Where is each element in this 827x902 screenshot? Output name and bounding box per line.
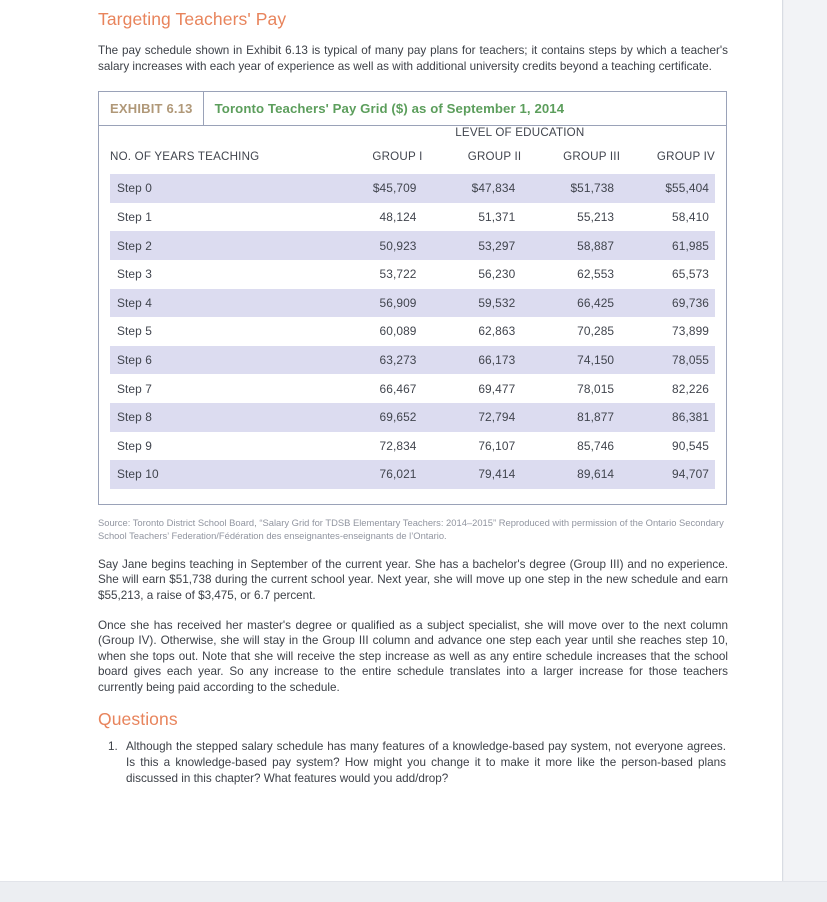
table-row (110, 317, 715, 346)
pay-grid-table (110, 126, 715, 489)
salary-value: 55,213 (577, 210, 615, 225)
salary-value: $55,404 (620, 174, 715, 203)
column-header-group-4: GROUP IV (656, 150, 715, 164)
salary-value: 72,794 (423, 403, 522, 432)
salary-value: 66,425 (521, 289, 620, 318)
intro-paragraph: The pay schedule shown in Exhibit 6.13 is typical of many pay plans for teachers; it contains steps by which a teacher's salary increases with each year of experience as well as with additional university credits beyond a teaching certificate. (98, 44, 728, 73)
table-head (110, 126, 715, 174)
salary-value: 60,089 (379, 324, 417, 339)
step-label: Step 10 (110, 460, 325, 489)
salary-value: 66,173 (423, 346, 522, 375)
column-header-group-2: GROUP II (467, 150, 522, 164)
questions-heading: Questions (98, 709, 178, 730)
column-header-row (110, 150, 715, 174)
salary-value: 94,707 (620, 460, 715, 489)
supergroup-header-row (110, 126, 715, 150)
salary-value: 69,652 (325, 403, 423, 432)
salary-value: 86,381 (620, 403, 715, 432)
step-label: Step 9 (117, 438, 152, 453)
exhibit-title: Toronto Teachers' Pay Grid ($) as of September 1, 2014 (214, 101, 565, 117)
table-row (110, 289, 715, 318)
salary-value: 61,985 (620, 231, 715, 260)
salary-value: 56,230 (478, 267, 516, 282)
salary-value: 58,887 (521, 231, 620, 260)
document-content (98, 0, 728, 786)
salary-value: 82,226 (672, 381, 709, 396)
table-row (110, 432, 715, 461)
table-row (110, 460, 715, 489)
salary-value: 65,573 (672, 267, 709, 282)
salary-value: $51,738 (521, 174, 620, 203)
salary-value: 59,532 (423, 289, 522, 318)
exhibit-label: EXHIBIT 6.13 (99, 92, 204, 125)
step-label: Step 0 (110, 174, 325, 203)
step-label: Step 3 (117, 267, 152, 282)
step-label: Step 4 (110, 289, 325, 318)
exhibit-header (99, 92, 726, 126)
salary-value: 58,410 (672, 210, 709, 225)
step-label: Step 7 (117, 381, 152, 396)
salary-value: $47,834 (423, 174, 522, 203)
step-label: Step 6 (110, 346, 325, 375)
supergroup-header: LEVEL OF EDUCATION (455, 126, 585, 140)
salary-value: 72,834 (379, 438, 417, 453)
salary-value: 81,877 (521, 403, 620, 432)
salary-value: 62,863 (478, 324, 516, 339)
salary-value: 62,553 (577, 267, 615, 282)
salary-value: 53,297 (423, 231, 522, 260)
column-header-years: NO. OF YEARS TEACHING (110, 150, 260, 164)
salary-value: 85,746 (577, 438, 615, 453)
salary-value: 56,909 (325, 289, 423, 318)
exhibit-body (99, 126, 726, 504)
column-header-group-3: GROUP III (563, 150, 621, 164)
table-row (110, 231, 715, 260)
table-row (110, 260, 715, 289)
table-row (110, 346, 715, 375)
table-row (110, 403, 715, 432)
step-label: Step 5 (117, 324, 152, 339)
salary-value: 53,722 (379, 267, 417, 282)
step-label: Step 2 (110, 231, 325, 260)
question-item: Although the stepped salary schedule has many features of a knowledge-based pay system, not everyone agrees. Is this a knowledge-based pay system? How might you change it to make it more like the person-based plans discussed in this chapter? What features would you add/drop? (126, 740, 726, 785)
salary-value: $45,709 (325, 174, 423, 203)
column-header-group-1: GROUP I (372, 150, 423, 164)
salary-value: 76,107 (478, 438, 516, 453)
salary-value: 89,614 (521, 460, 620, 489)
table-row (110, 203, 715, 232)
paragraph-jane: Say Jane begins teaching in September of the current year. She has a bachelor's degree (Group III) and no experience. She will earn $51,738 during the current school year. Next year, she will move up one step in the new schedule and earn $55,213, a raise of $3,475, or 6.7 percent. (98, 557, 728, 602)
step-label: Step 1 (117, 210, 152, 225)
table-row (110, 374, 715, 403)
salary-value: 63,273 (325, 346, 423, 375)
salary-value: 69,477 (478, 381, 516, 396)
exhibit-box (98, 91, 727, 505)
page-bottom-gap (0, 881, 827, 902)
step-label: Step 8 (110, 403, 325, 432)
salary-value: 50,923 (325, 231, 423, 260)
salary-value: 70,285 (577, 324, 615, 339)
salary-value: 74,150 (521, 346, 620, 375)
supergroup-spacer (110, 126, 325, 150)
page-gutter-right (784, 0, 827, 881)
salary-value: 66,467 (379, 381, 417, 396)
salary-value: 73,899 (672, 324, 709, 339)
salary-value: 48,124 (379, 210, 417, 225)
exhibit-source-note: Source: Toronto District School Board, “Salary Grid for TDSB Elementary Teachers: 2014–2015” Reproduced with permission of the Ontario Secondary School Teachers’ Federation/Fédération des enseignantes-enseignants de l’Ontario. (98, 516, 724, 542)
salary-value: 78,055 (620, 346, 715, 375)
salary-value: 90,545 (672, 438, 709, 453)
page-title: Targeting Teachers' Pay (98, 9, 287, 29)
salary-value: 76,021 (325, 460, 423, 489)
pay-grid-body (110, 174, 715, 489)
table-row (110, 174, 715, 203)
questions-list (98, 730, 728, 786)
salary-value: 69,736 (620, 289, 715, 318)
salary-value: 78,015 (577, 381, 615, 396)
salary-value: 51,371 (478, 210, 516, 225)
salary-value: 79,414 (423, 460, 522, 489)
paragraph-masters: Once she has received her master's degree or qualified as a subject specialist, she will move over to the next column (Group IV). Otherwise, she will stay in the Group III column and advance one step each year until she reaches step 10, when she tops out. Note that she will receive the step increase as well as any entire schedule increases that the school board gives each year. So any increase to the entire schedule translates into a larger increase for those teachers currently being paid according to the schedule. (98, 618, 728, 694)
